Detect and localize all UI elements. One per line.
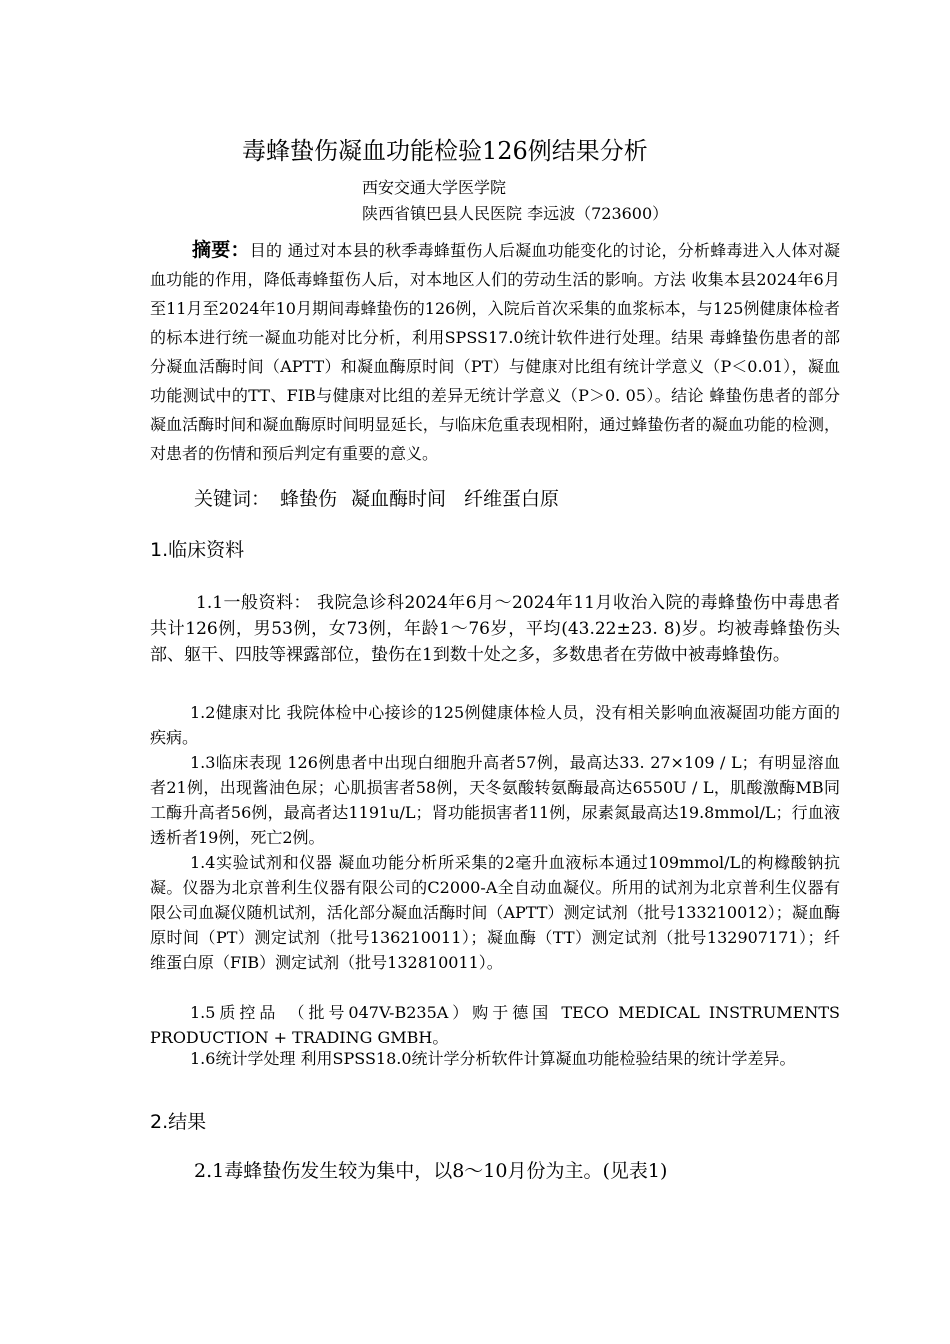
paragraph-1-3: 1.3临床表现 126例患者中出现白细胞升高者57例，最高达33. 27×109 / L；有明显溶血者21例，出现酱油色尿；心肌损害者58例，天冬氨酸转氨酶最高达6550U / L，肌酸激酶MB同工酶升高者56例，最高者达1191u/L；肾功能损害者11例，尿素氮最高达19.8mmol/L；行血液透析者19例，死亡2例。	[150, 753, 840, 847]
abstract	[150, 236, 840, 468]
paper-title: 毒蜂蛰伤凝血功能检验126例结果分析	[242, 137, 648, 165]
paragraph-1-6: 1.6统计学处理 利用SPSS18.0统计学分析软件计算凝血功能检验结果的统计学差异。	[190, 1049, 796, 1068]
paragraph-2-1: 2.1毒蜂蛰伤发生较为集中，以8～10月份为主。(见表1)	[194, 1160, 668, 1182]
paragraph-1-4: 1.4实验试剂和仪器 凝血功能分析所采集的2毫升血液标本通过109mmol/L的枸橼酸钠抗凝。仪器为北京普利生仪器有限公司的C2000-A全自动血凝仪。所用的试剂为北京普利生仪器有限公司血凝仪随机试剂，活化部分凝血活酶时间（APTT）测定试剂（批号133210012）；凝血酶原时间（PT）测定试剂（批号136210011）；凝血酶（TT）测定试剂（批号132907171）；纤维蛋白原（FIB）测定试剂（批号132810011）。	[150, 853, 840, 972]
affiliation-line-2: 陕西省镇巴县人民医院 李远波（723600）	[362, 204, 669, 223]
keyword-item: 纤维蛋白原	[464, 488, 560, 510]
paragraph-1-1: 1.1一般资料： 我院急诊科2024年6月～2024年11月收治入院的毒蜂蛰伤中毒患者共计126例，男53例，女73例，年龄1～76岁，平均(43.22±23. 8)岁。均被毒蜂蛰伤头部、躯干、四肢等裸露部位，蛰伤在1到数十处之多，多数患者在劳做中被毒蜂蛰伤。	[150, 593, 840, 665]
keyword-item: 凝血酶时间	[351, 488, 447, 510]
paragraph-1-2: 1.2健康对比 我院体检中心接诊的125例健康体检人员，没有相关影响血液凝固功能方面的疾病。	[150, 703, 840, 747]
keyword-item: 蜂蛰伤	[280, 488, 338, 510]
abstract-text: 目的 通过对本县的秋季毒蜂蜇伤人后凝血功能变化的讨论，分析蜂毒进入人体对凝血功能的作用，降低毒蜂蜇伤人后，对本地区人们的劳动生活的影响。方法 收集本县2024年6月至11月至2024年10月期间毒蜂蛰伤的126例，入院后首次采集的血浆标本，与125例健康体检者的标本进行统一凝血功能对比分析，利用SPSS17.0统计软件进行处理。结果 毒蜂蛰伤患者的部分凝血活酶时间（APTT）和凝血酶原时间（PT）与健康对比组有统计学意义（P＜0.01），凝血功能测试中的TT、FIB与健康对比组的差异无统计学意义（P＞0. 05）。结论 蜂蛰伤患者的部分凝血活酶时间和凝血酶原时间明显延长，与临床危重表现相附，通过蜂蛰伤者的凝血功能的检测，对患者的伤情和预后判定有重要的意义。	[150, 241, 840, 463]
section-1-heading: 1.临床资料	[150, 539, 245, 561]
keywords	[194, 484, 559, 514]
keywords-label: 关键词：	[194, 488, 271, 510]
abstract-label: 摘要：	[192, 239, 250, 261]
affiliation-line-1: 西安交通大学医学院	[362, 178, 507, 197]
section-2-heading: 2.结果	[150, 1111, 207, 1133]
paragraph-1-5: 1.5质控品 （批号047V-B235A）购于德国 TECO MEDICAL INSTRUMENTS PRODUCTION + TRADING GMBH。	[150, 1003, 840, 1047]
